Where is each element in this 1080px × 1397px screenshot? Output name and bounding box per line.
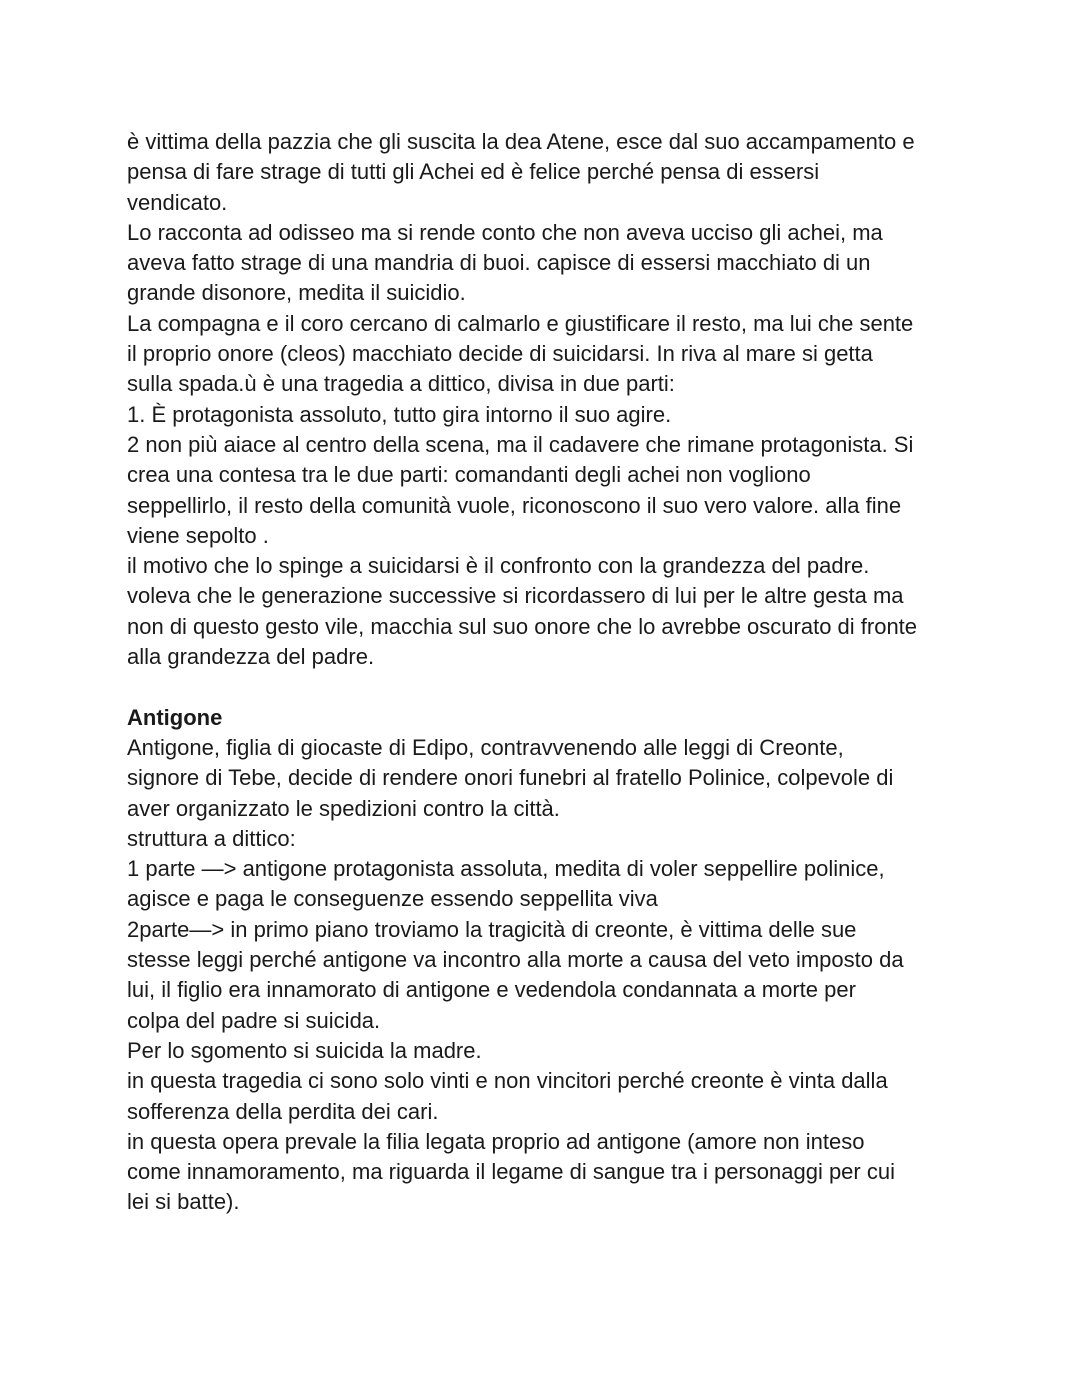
- paragraph-line: Per lo sgomento si suicida la madre.: [127, 1037, 482, 1063]
- paragraph-line: crea una contesa tra le due parti: comandanti degli achei non vogliono: [127, 462, 811, 488]
- paragraph-line: vendicato.: [127, 189, 228, 215]
- paragraph-line: seppellirlo, il resto della comunità vuole, riconoscono il suo vero valore. alla fine: [127, 492, 902, 518]
- paragraph-line: stesse leggi perché antigone va incontro alla morte a causa del veto imposto da: [127, 947, 904, 973]
- paragraph-line: il proprio onore (cleos) macchiato decide di suicidarsi. In riva al mare si getta: [127, 341, 873, 367]
- paragraph-line: aver organizzato le spedizioni contro la città.: [127, 795, 560, 821]
- paragraph-line: non di questo gesto vile, macchia sul suo onore che lo avrebbe oscurato di fronte: [127, 613, 918, 639]
- paragraph-line: aveva fatto strage di una mandria di buoi. capisce di essersi macchiato di un: [127, 250, 871, 276]
- paragraph-line: in questa opera prevale la filia legata proprio ad antigone (amore non inteso: [127, 1128, 865, 1154]
- paragraph-line: grande disonore, medita il suicidio.: [127, 280, 466, 306]
- paragraph-line: Antigone, figlia di giocaste di Edipo, contravvenendo alle leggi di Creonte,: [127, 734, 844, 760]
- paragraph-line: sulla spada.ù è una tragedia a dittico, divisa in due parti:: [127, 371, 675, 397]
- paragraph-line: il motivo che lo spinge a suicidarsi è il confronto con la grandezza del padre.: [127, 553, 870, 579]
- paragraph-line: 2 non più aiace al centro della scena, ma il cadavere che rimane protagonista. Si: [127, 431, 914, 457]
- paragraph-line: agisce e paga le conseguenze essendo seppellita viva: [127, 886, 658, 912]
- section-antigone: [127, 703, 967, 1218]
- paragraph-line: come innamoramento, ma riguarda il legame di sangue tra i personaggi per cui: [127, 1159, 895, 1185]
- section-heading: Antigone: [127, 704, 223, 730]
- paragraph-line: pensa di fare strage di tutti gli Achei ed è felice perché pensa di essersi: [127, 159, 820, 185]
- paragraph-line: struttura a dittico:: [127, 825, 296, 851]
- paragraph-line: lei si batte).: [127, 1189, 240, 1215]
- paragraph-line: lui, il figlio era innamorato di antigone e vedendola condannata a morte per: [127, 977, 856, 1003]
- paragraph-line: 2parte—> in primo piano troviamo la tragicità di creonte, è vittima delle sue: [127, 916, 857, 942]
- paragraph-line: in questa tragedia ci sono solo vinti e non vincitori perché creonte è vinta dalla: [127, 1068, 888, 1094]
- paragraph-line: signore di Tebe, decide di rendere onori funebri al fratello Polinice, colpevole di: [127, 765, 894, 791]
- document-page: [127, 127, 967, 1218]
- paragraph-line: sofferenza della perdita dei cari.: [127, 1098, 439, 1124]
- blank-line: [127, 672, 967, 702]
- section-aiace: [127, 127, 967, 672]
- paragraph-line: è vittima della pazzia che gli suscita la dea Atene, esce dal suo accampamento e: [127, 129, 915, 154]
- paragraph-line: 1 parte —> antigone protagonista assoluta, medita di voler seppellire polinice,: [127, 856, 885, 882]
- paragraph-line: Lo racconta ad odisseo ma si rende conto che non aveva ucciso gli achei, ma: [127, 219, 883, 245]
- paragraph-line: voleva che le generazione successive si ricordassero di lui per le altre gesta ma: [127, 583, 904, 609]
- list-item-line: 1. È protagonista assoluto, tutto gira intorno il suo agire.: [127, 401, 672, 427]
- paragraph-line: alla grandezza del padre.: [127, 644, 375, 670]
- paragraph-line: colpa del padre si suicida.: [127, 1007, 381, 1033]
- paragraph-line: viene sepolto .: [127, 522, 269, 548]
- paragraph-line: La compagna e il coro cercano di calmarlo e giustificare il resto, ma lui che sente: [127, 310, 914, 336]
